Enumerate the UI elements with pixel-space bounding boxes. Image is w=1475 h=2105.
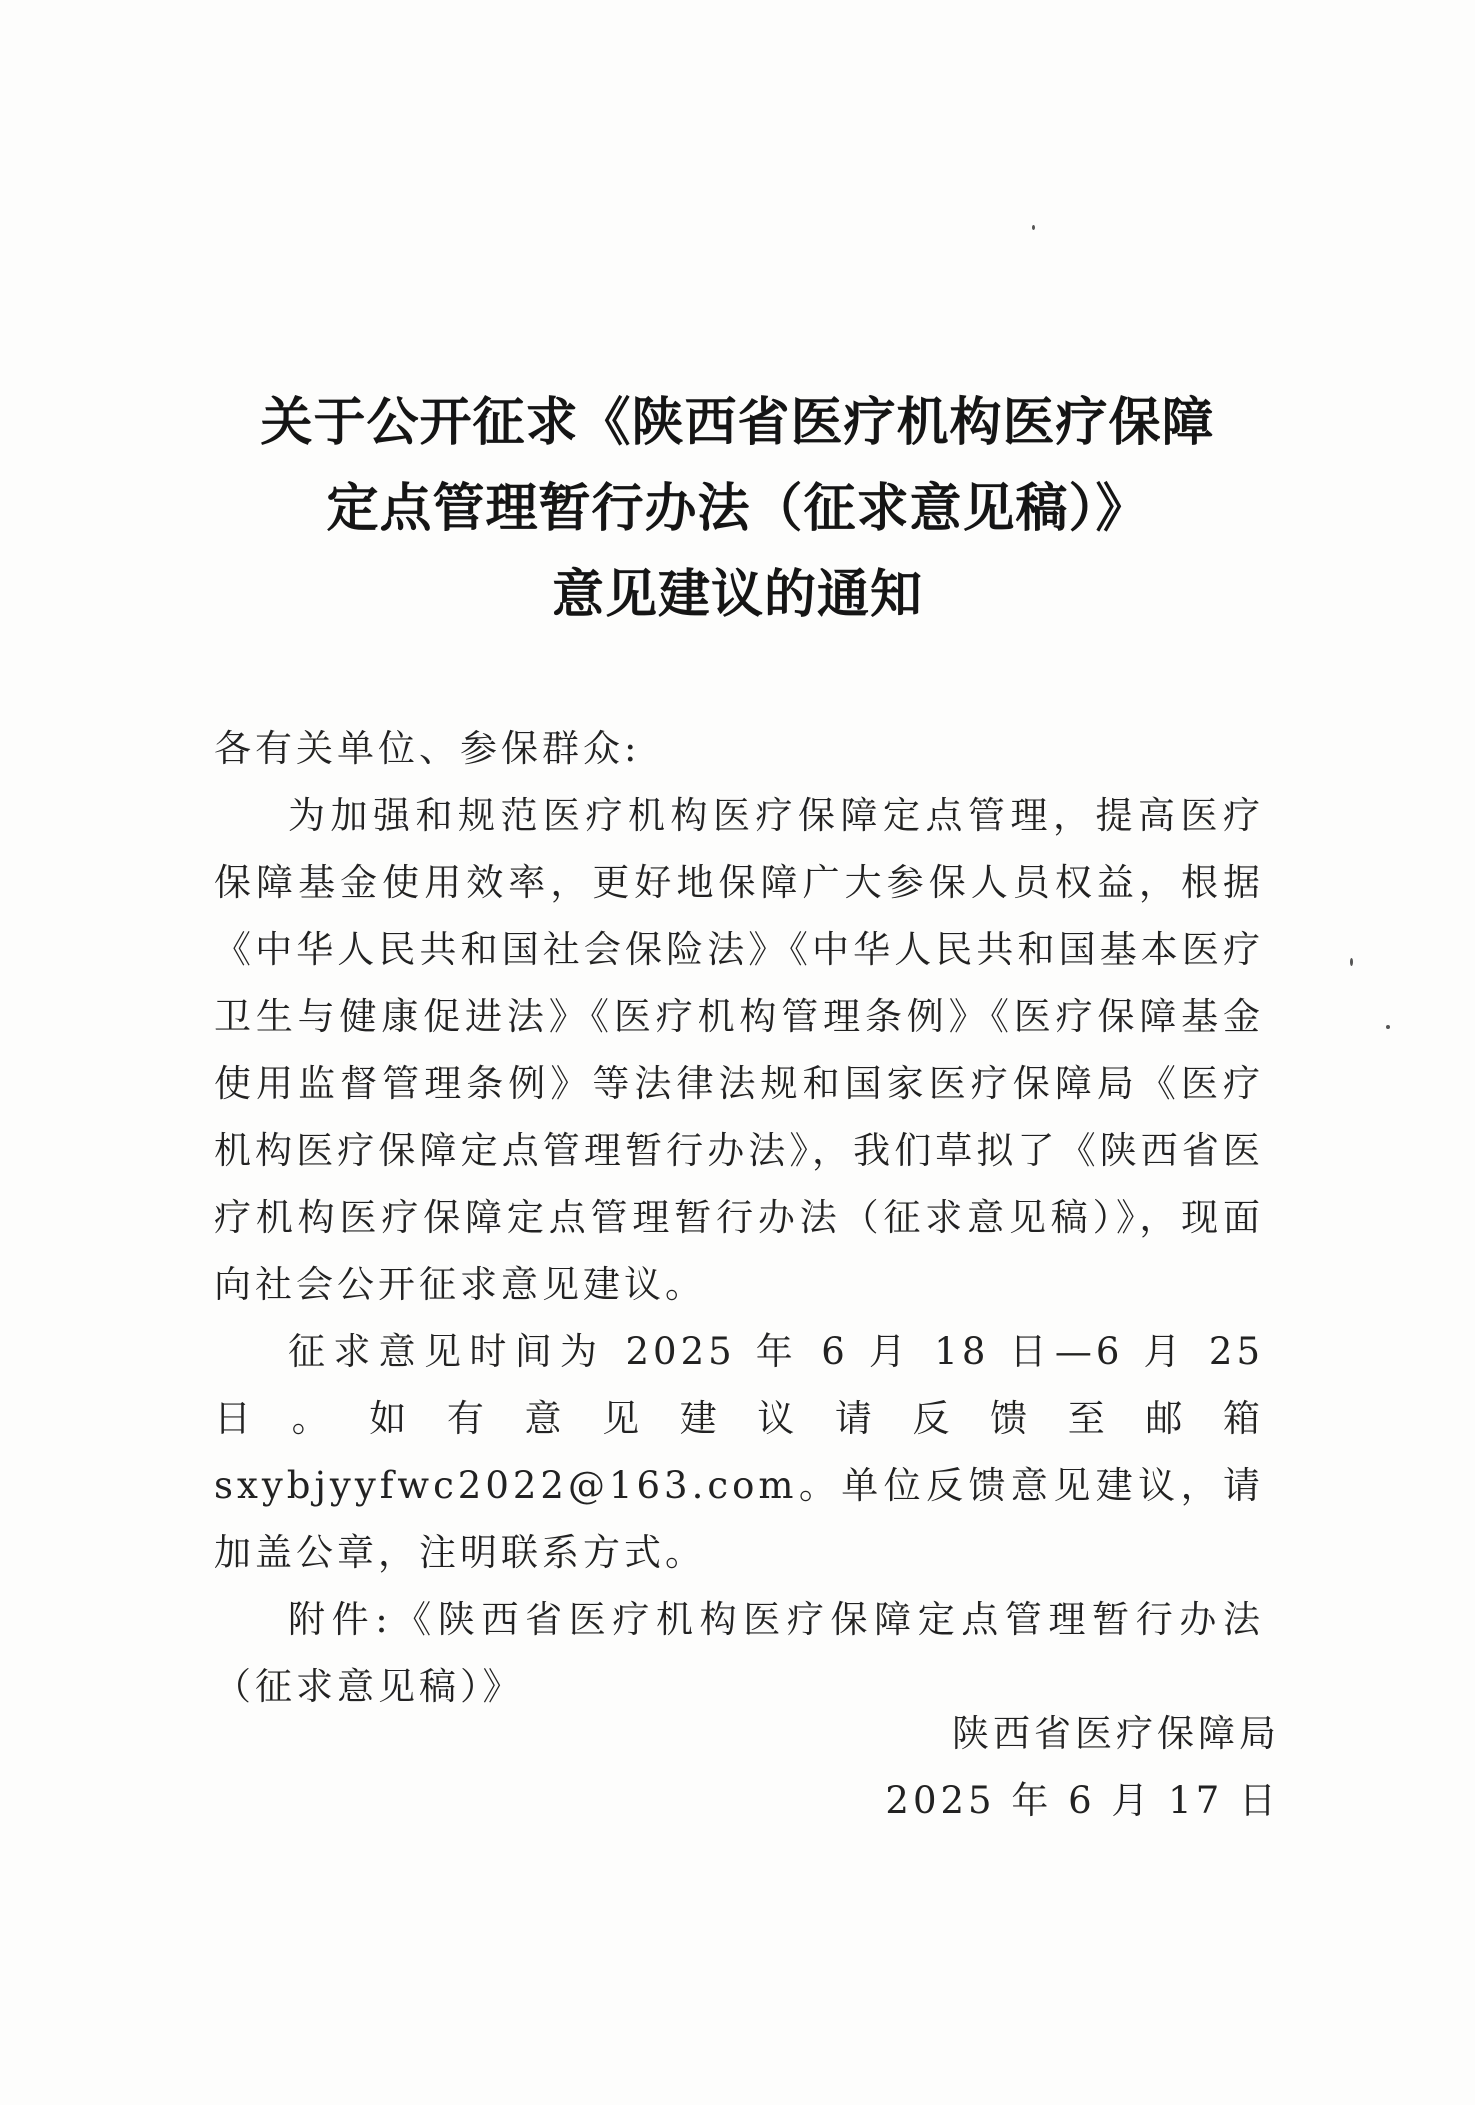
scan-speck: [1032, 225, 1035, 230]
document-body: [214, 715, 1264, 1720]
issue-date: 2025 年 6 月 17 日: [885, 1779, 1280, 1822]
issuing-organization: 陕西省医疗保障局: [952, 1712, 1280, 1755]
salutation: 各有关单位、参保群众:: [214, 727, 641, 770]
title-line-2: 定点管理暂行办法（征求意见稿）》: [326, 479, 1149, 539]
paragraph-purpose: 为加强和规范医疗机构医疗保障定点管理，提高医疗保障基金使用效率，更好地保障广大参保人员权益，根据《中华人民共和国社会保险法》《中华人民共和国基本医疗卫生与健康促进法》《医疗机构管理条例》《医疗保障基金使用监督管理条例》等法律法规和国家医疗保障局《医疗机构医疗保障定点管理暂行办法》，我们草拟了《陕西省医疗机构医疗保障定点管理暂行办法（征求意见稿）》，现面向社会公开征求意见建议。: [214, 794, 1264, 1306]
title-line-3: 意见建议的通知: [551, 565, 923, 625]
paragraph-attachment: 附件:《陕西省医疗机构医疗保障定点管理暂行办法（征求意见稿）》: [214, 1598, 1264, 1708]
paragraph-feedback: 征求意见时间为 2025 年 6 月 18 日—6 月 25 日。如有意见建议请反馈至邮箱 sxybjyyfwc2022@163.com。单位反馈意见建议，请加盖公章，注明联系方式。: [214, 1330, 1264, 1574]
document-title: [150, 380, 1325, 638]
scan-speck: [1386, 1025, 1390, 1029]
signature-block: [880, 1700, 1280, 1834]
title-line-1: 关于公开征求《陕西省医疗机构医疗保障: [260, 393, 1215, 453]
scan-speck: [1350, 958, 1353, 966]
